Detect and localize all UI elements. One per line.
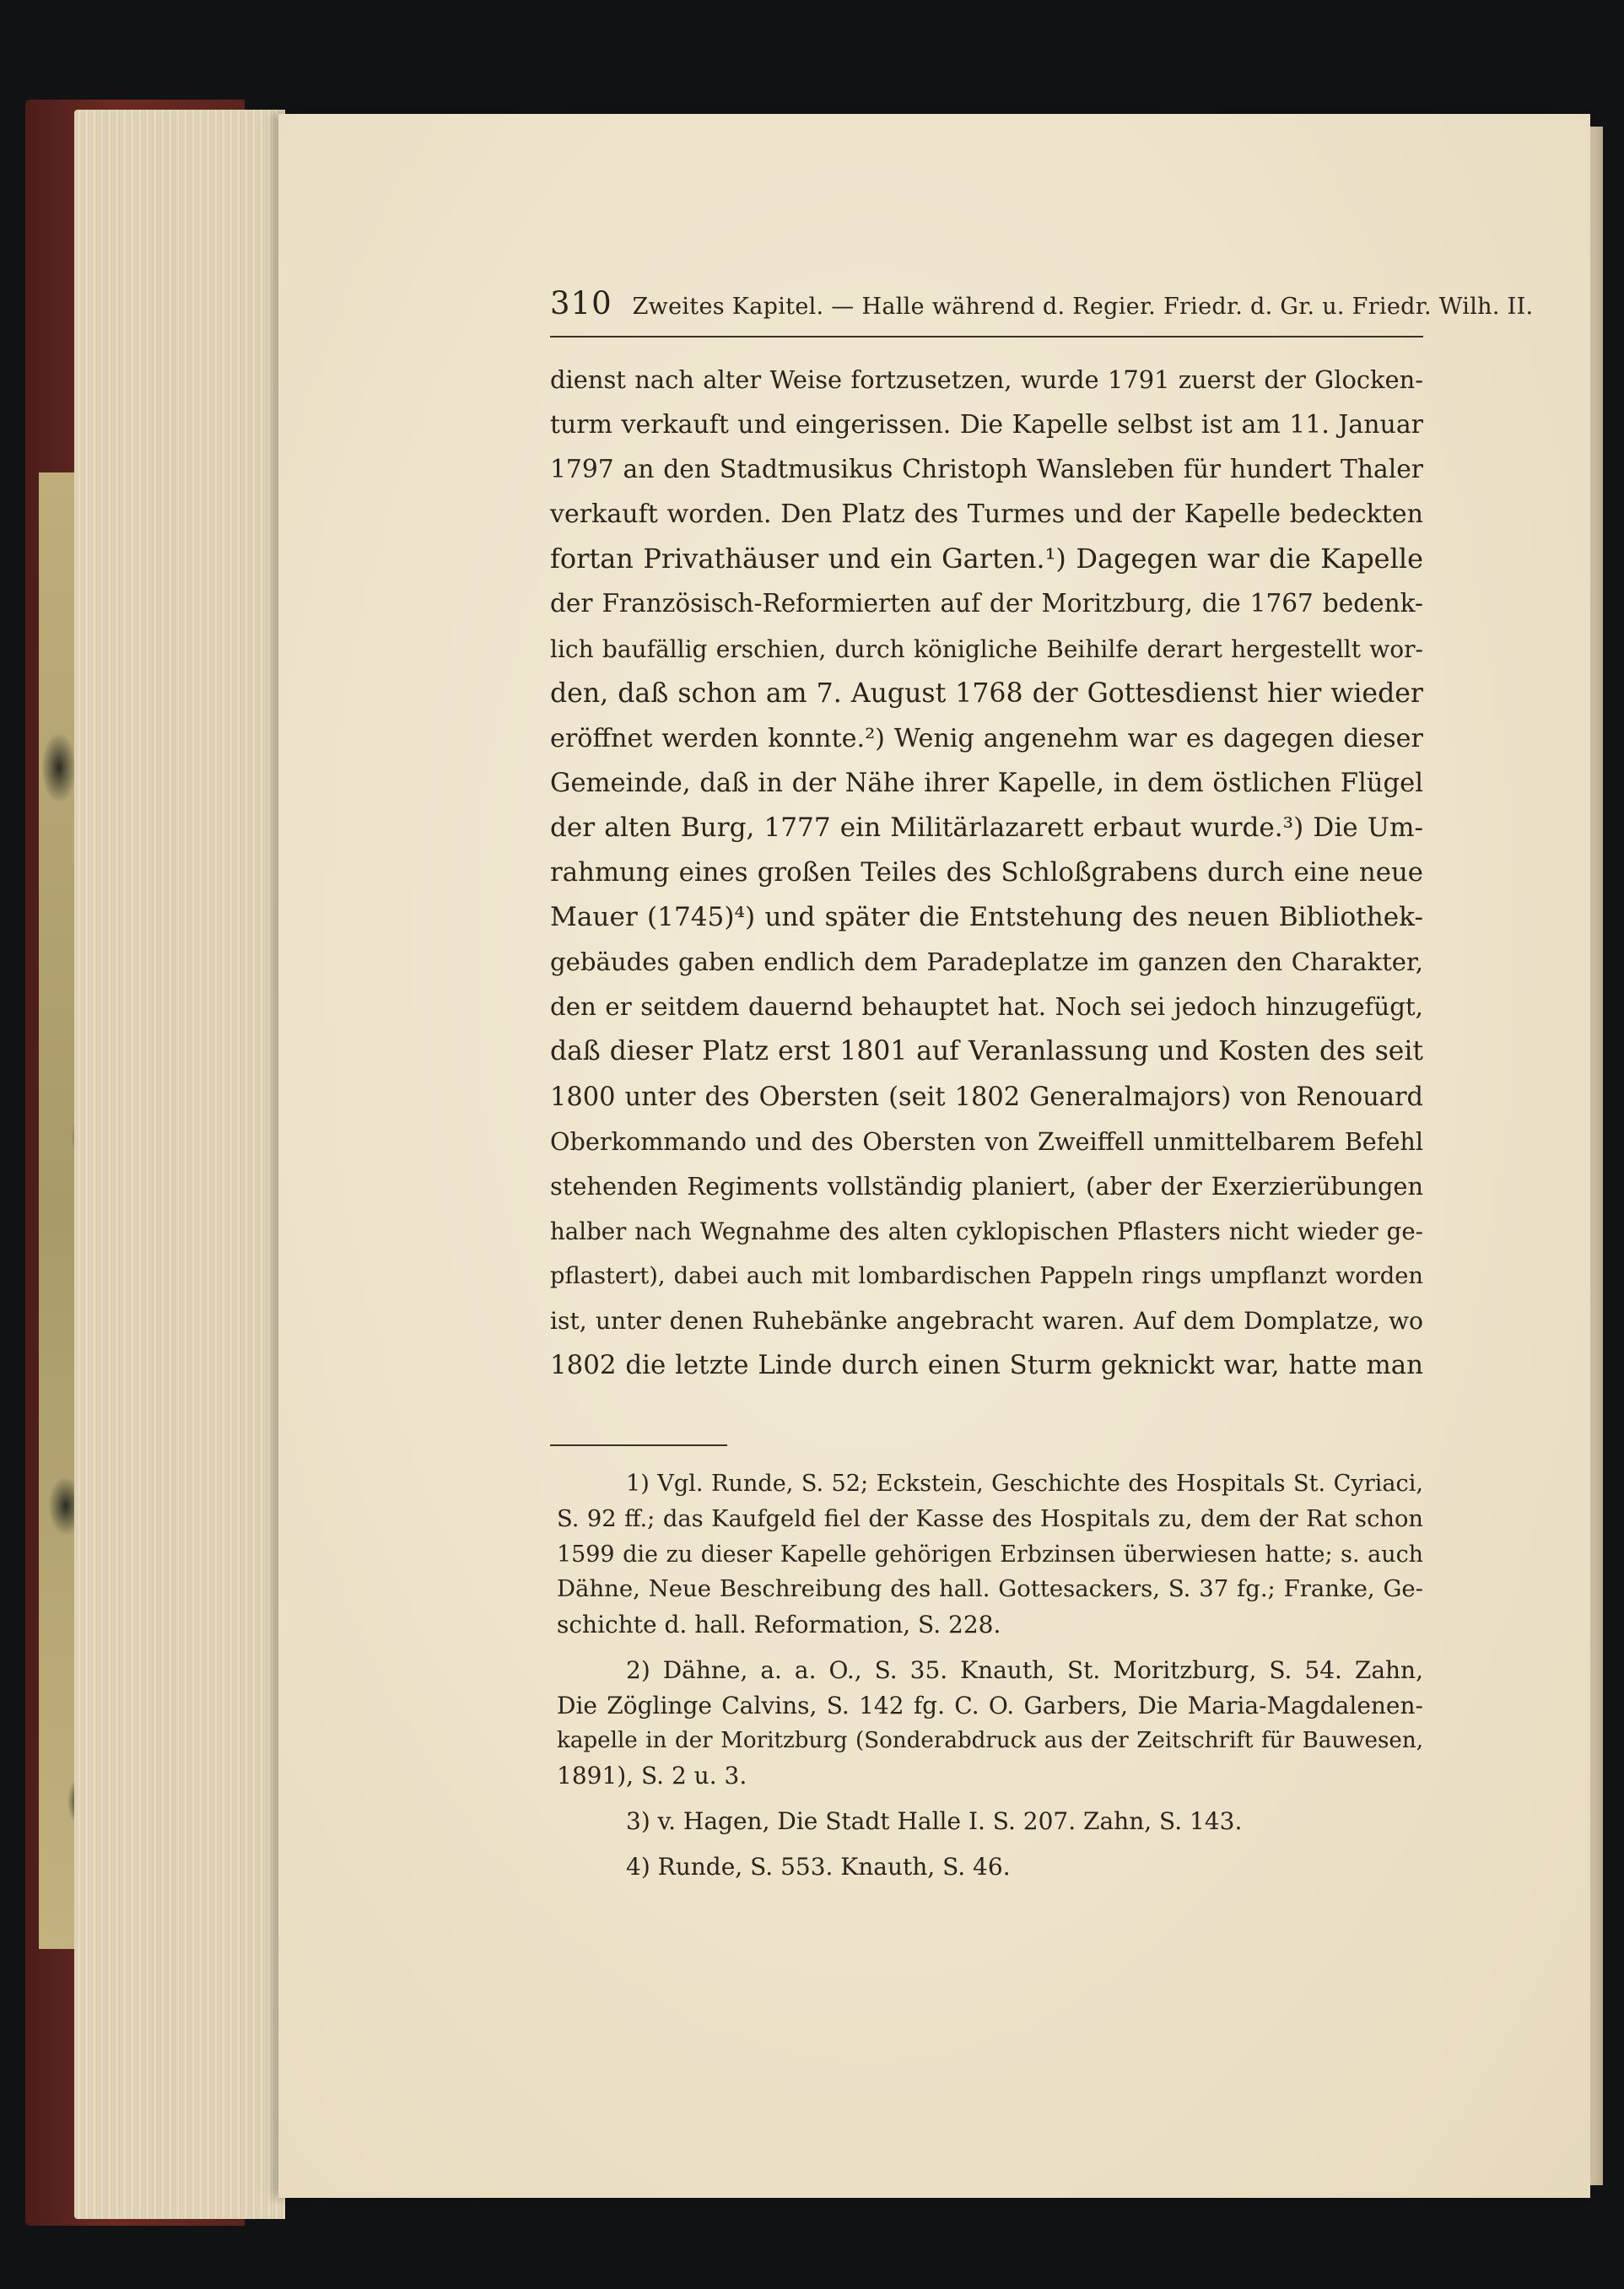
footnote-line: 4) Runde, S. 553. Knauth, S. 46. [626,1852,1011,1881]
body-line: dienst nach alter Weise fortzusetzen, wurde 1791 zuerst der Glocken- [550,365,1423,394]
footnote-line: 1599 die zu dieser Kapelle gehörigen Erbzinsen überwiesen hatte; s. auch [557,1541,1423,1568]
body-line: halber nach Wegnahme des alten cyklopischen Pflasters nicht wieder ge- [550,1217,1423,1245]
body-line: Oberkommando und des Obersten von Zweiffell unmittelbarem Befehl [550,1126,1423,1156]
body-line: daß dieser Platz erst 1801 auf Veranlassung und Kosten des seit [550,1036,1423,1067]
body-line: gebäudes gaben endlich dem Paradeplatze im ganzen den Charakter, [550,947,1423,977]
footnote-line: Dähne, Neue Beschreibung des hall. Gottesackers, S. 37 fg.; Franke, Ge- [557,1575,1423,1603]
footnote-line: 1891), S. 2 u. 3. [557,1762,747,1790]
body-line: lich baufällig erschien, durch königliche Beihilfe derart hergestellt wor- [550,634,1423,663]
body-line: fortan Privathäuser und ein Garten.¹) Dagegen war die Kapelle [550,543,1423,575]
page-number: 310 [550,285,612,321]
footnote-line: 2) Dähne, a. a. O., S. 35. Knauth, St. Moritzburg, S. 54. Zahn, [626,1655,1423,1684]
footnote-line: 3) v. Hagen, Die Stadt Halle I. S. 207. Zahn, S. 143. [626,1807,1243,1836]
footnotes [557,1466,1423,1885]
body-line: rahmung eines großen Teiles des Schloßgrabens durch eine neue [550,857,1423,888]
footnote-line: 1) Vgl. Runde, S. 52; Eckstein, Geschichte des Hospitals St. Cyriaci, [626,1471,1423,1497]
body-line: den, daß schon am 7. August 1768 der Gottesdienst hier wieder [550,678,1423,709]
body-line: der Französisch-Reformierten auf der Moritzburg, die 1767 bedenk- [550,589,1423,618]
page-header [550,285,1534,321]
body-line: Gemeinde, daß in der Nähe ihrer Kapelle, in dem östlichen Flügel [550,768,1423,798]
footnote-line: S. 92 ff.; das Kaufgeld fiel der Kasse des Hospitals zu, dem der Rat schon [557,1505,1423,1532]
body-line: 1802 die letzte Linde durch einen Sturm geknickt war, hatte man [550,1350,1423,1381]
footnote-rule [550,1444,727,1446]
body-line: der alten Burg, 1777 ein Militärlazarett erbaut wurde.³) Die Um- [550,812,1423,843]
body-line: 1800 unter des Obersten (seit 1802 Generalmajors) von Renouard [550,1082,1423,1112]
body-line: pflastert), dabei auch mit lombardischen Pappeln rings umpflanzt worden [550,1262,1423,1289]
footnote-line: schichte d. hall. Reformation, S. 228. [557,1611,1001,1639]
body-line: turm verkauft und eingerissen. Die Kapelle selbst ist am 11. Januar [550,410,1423,440]
page-edges [74,110,285,2219]
body-line: verkauft worden. Den Platz des Turmes und der Kapelle bedeckten [550,499,1423,530]
body-line: den er seitdem dauernd behauptet hat. Noch sei jedoch hinzugefügt, [550,992,1423,1022]
body-line: Mauer (1745)⁴) und später die Entstehung des neuen Bibliothek- [550,902,1423,933]
body-line: ist, unter denen Ruhebänke angebracht waren. Auf dem Domplatze, wo [550,1306,1423,1335]
footnote-line: Die Zöglinge Calvins, S. 142 fg. C. O. Garbers, Die Maria-Magdalenen- [557,1691,1423,1719]
header-rule [550,336,1423,337]
running-head: Zweites Kapitel. — Halle während d. Regier. Friedr. d. Gr. u. Friedr. Wilh. II. [632,294,1534,320]
body-text [550,358,1423,1388]
body-line: stehenden Regiments vollständig planiert, (aber der Exerzierübungen [550,1171,1423,1201]
footnote-line: kapelle in der Moritzburg (Sonderabdruck aus der Zeitschrift für Bauwesen, [557,1727,1423,1753]
body-line: eröffnet werden konnte.²) Wenig angenehm war es dagegen dieser [550,723,1423,753]
body-line: 1797 an den Stadtmusikus Christoph Wansleben für hundert Thaler [550,455,1423,485]
